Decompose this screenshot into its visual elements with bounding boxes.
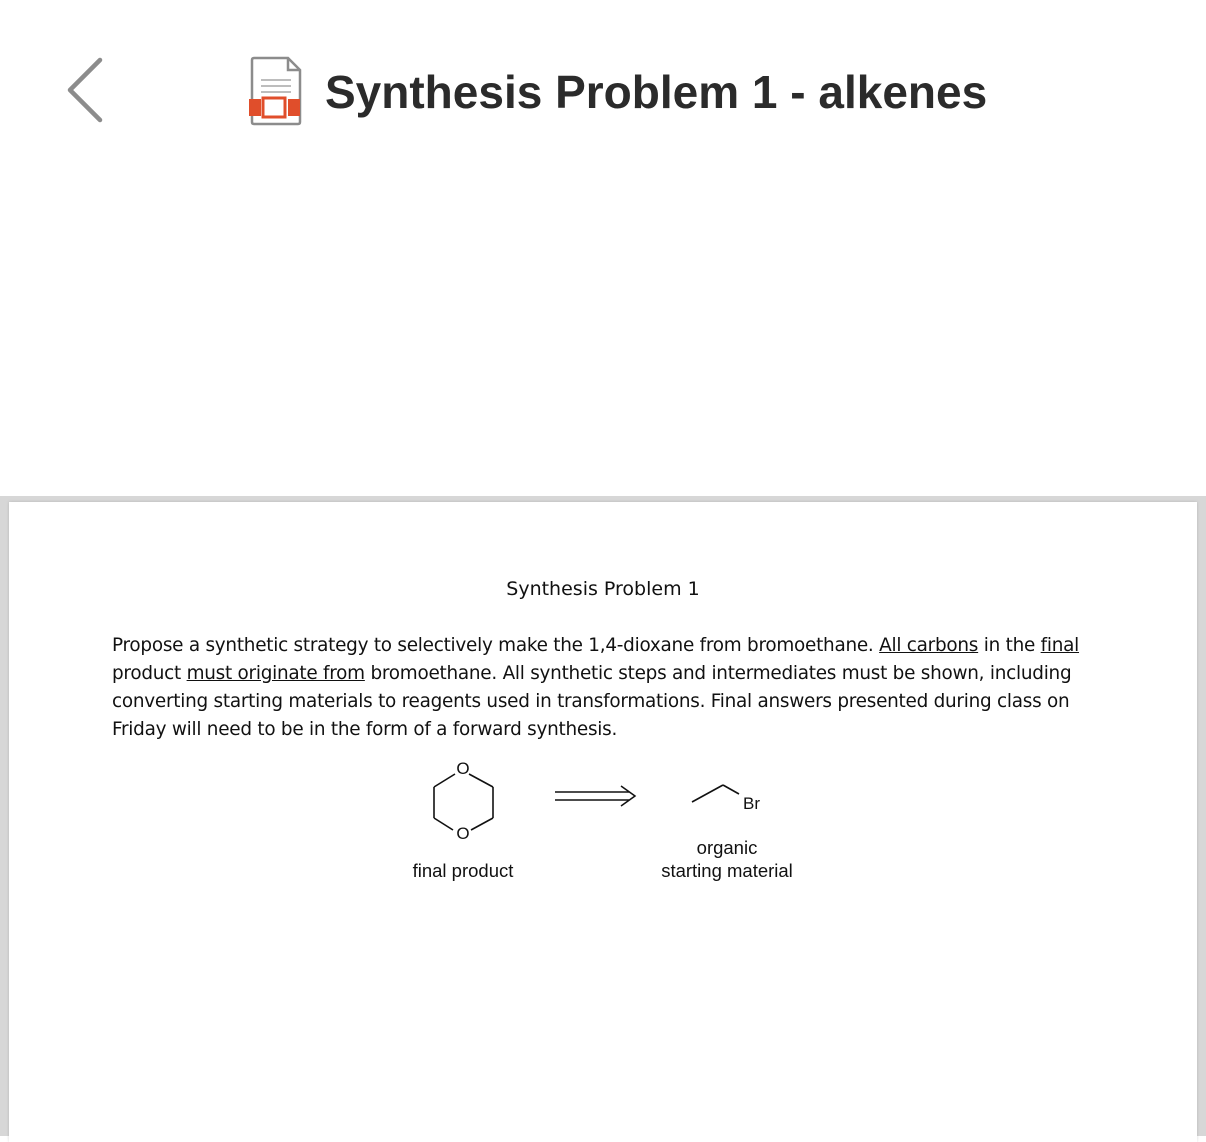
dioxane-structure bbox=[434, 774, 493, 830]
app-header bbox=[0, 0, 1206, 170]
presentation-file-icon bbox=[246, 56, 304, 126]
starting-material-label-line1: organic bbox=[696, 837, 758, 858]
text-segment: bromoethane. All synthetic steps and intermediates must be shown, including converting starting materials to reagents used in transformations. Final answers presented during class on Friday will need to be in the form of a forward synthesis. bbox=[112, 663, 1072, 740]
text-segment: product bbox=[112, 663, 187, 684]
oxygen-atom-label: O bbox=[456, 824, 470, 843]
underlined-text: final bbox=[1040, 635, 1080, 656]
bromine-atom-label: Br bbox=[743, 794, 760, 813]
document-page bbox=[9, 502, 1197, 1142]
retrosynthesis-arrow bbox=[555, 786, 635, 806]
oxygen-atom-label: O bbox=[456, 759, 470, 778]
product-label: final product bbox=[412, 860, 514, 881]
chevron-left-icon[interactable] bbox=[60, 54, 110, 126]
text-segment: Propose a synthetic strategy to selectively make the 1,4-dioxane from bromoethane. bbox=[112, 635, 880, 656]
document-heading: Synthesis Problem 1 bbox=[506, 578, 700, 600]
document-viewer[interactable] bbox=[0, 496, 1206, 1136]
underlined-text: All carbons bbox=[879, 635, 979, 656]
text-segment: in the bbox=[978, 635, 1041, 656]
starting-material-label-line2: starting material bbox=[661, 860, 793, 881]
reaction-scheme bbox=[9, 502, 1197, 1142]
page-title: Synthesis Problem 1 - alkenes bbox=[325, 66, 988, 118]
bromoethane-structure bbox=[692, 785, 739, 802]
underlined-text: must originate from bbox=[186, 663, 365, 684]
